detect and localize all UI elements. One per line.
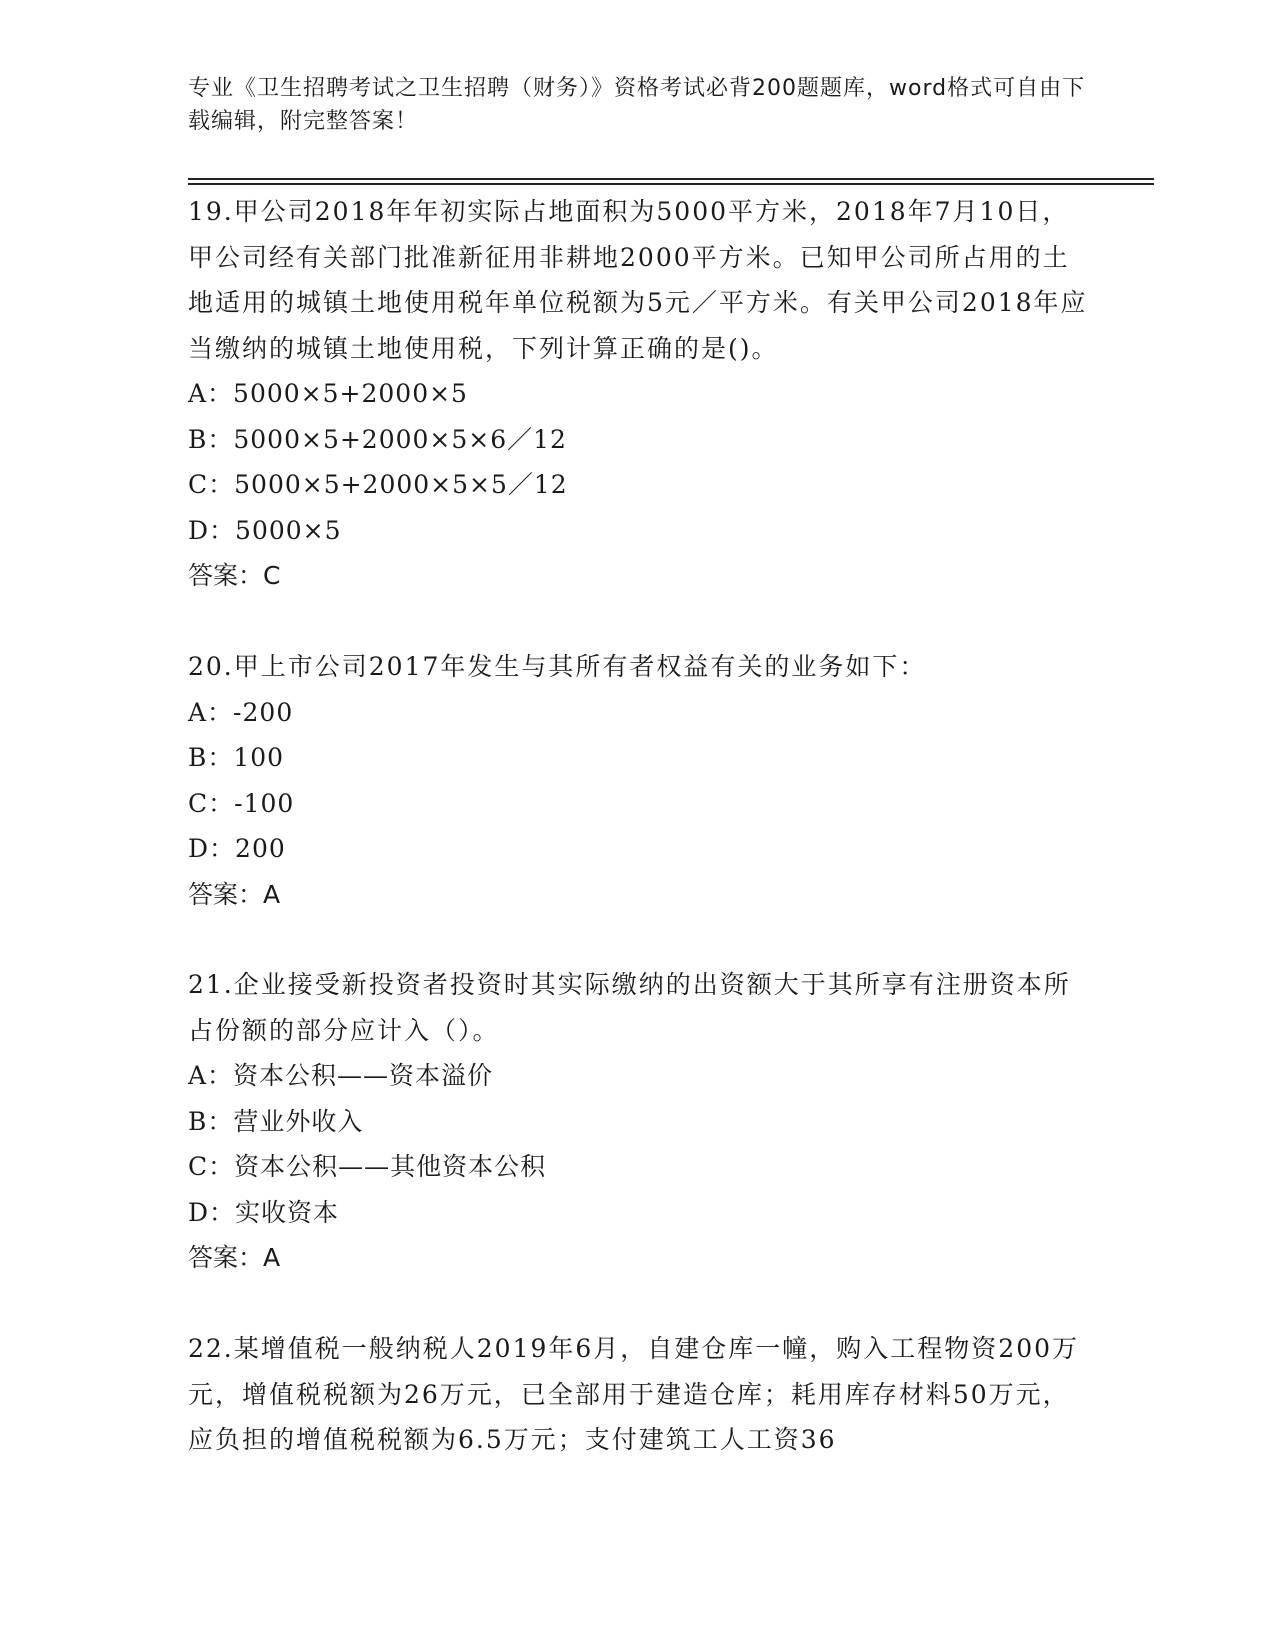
question-21 — [188, 962, 1088, 1281]
option-a: A：5000×5+2000×5 — [188, 379, 468, 408]
option-d: D：实收资本 — [188, 1197, 340, 1227]
option-c: C：资本公积——其他资本公积 — [188, 1152, 547, 1181]
option-b: B：5000×5+2000×5×6／12 — [188, 424, 567, 454]
option-d: D：5000×5 — [188, 515, 342, 545]
question-19 — [188, 189, 1088, 599]
answer: 答案：A — [188, 879, 281, 909]
option-a: A：资本公积——资本溢价 — [188, 1061, 494, 1090]
header-divider-top — [188, 178, 1154, 180]
option-b: B：100 — [188, 743, 285, 772]
question-stem: 20.甲上市公司2017年发生与其所有者权益有关的业务如下： — [188, 652, 927, 681]
option-b: B：营业外收入 — [188, 1106, 364, 1136]
question-22 — [188, 1326, 1088, 1463]
option-a: A：-200 — [188, 697, 294, 727]
option-c: C：5000×5+2000×5×5／12 — [188, 470, 568, 499]
option-c: C：-100 — [188, 788, 295, 818]
answer: 答案：A — [188, 1243, 281, 1272]
option-d: D：200 — [188, 834, 286, 863]
question-stem: 21.企业接受新投资者投资时其实际缴纳的出资额大于其所享有注册资本所占份额的部分应计入（）。 — [188, 970, 1071, 1045]
header-divider-bottom — [188, 183, 1154, 185]
question-stem: 22.某增值税一般纳税人2019年6月，自建仓库一幢，购入工程物资200万元，增值税税额为26万元，已全部用于建造仓库；耗用库存材料50万元，应负担的增值税税额为6.5万元；支付建筑工人工资36 — [188, 1334, 1080, 1454]
question-20 — [188, 644, 1088, 917]
question-stem: 19.甲公司2018年年初实际占地面积为5000平方米，2018年7月10日，甲公司经有关部门批准新征用非耕地2000平方米。已知甲公司所占用的土地适用的城镇土地使用税年单位税额为5元／平方米。有关甲公司2018年应当缴纳的城镇土地使用税，下列计算正确的是()。 — [188, 197, 1088, 363]
answer: 答案：C — [188, 561, 281, 590]
document-header: 专业《卫生招聘考试之卫生招聘（财务）》资格考试必背200题题库，word格式可自由下载编辑，附完整答案！ — [188, 76, 1086, 134]
